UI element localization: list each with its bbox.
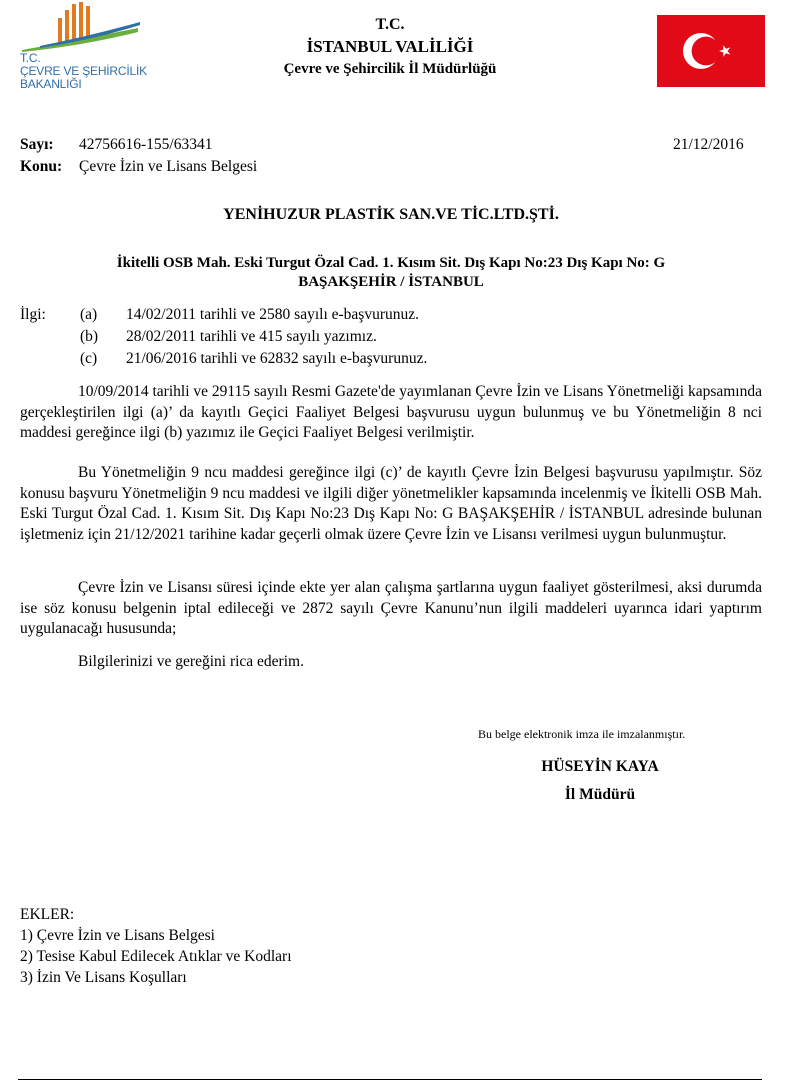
recipient-company: YENİHUZUR PLASTİK SAN.VE TİC.LTD.ŞTİ.	[223, 206, 559, 223]
ilgi-text: 21/06/2016 tarihli ve 62832 sayılı e-başvurunuz.	[126, 350, 428, 367]
konu-row	[20, 156, 257, 178]
sayi-value: 42756616-155/63341	[79, 136, 213, 153]
body-paragraph-2: Bu Yönetmeliğin 9 ncu maddesi gereğince ilgi (c)’ de kayıtlı Çevre İzin Belgesi başvurusu yapılmıştır. Söz konusu başvuru Yönetmeliğin 9 ncu maddesi ve ilgili diğer yönetmelikler kapsamında incelenmiş ve İkitelli OSB Mah. Eski Turgut Özal Cad. 1. Kısım Sit. Dış Kapı No:23 Dış Kapı No: G BAŞAKŞEHİR / İSTANBUL adresinde bulunan işletmeniz için 21/12/2021 tarihine kadar geçerli olmak üzere Çevre İzin ve Lisansı verilmesi uygun bulunmuştur.	[20, 464, 762, 543]
ilgi-label: İlgi:	[20, 306, 46, 323]
ilgi-text: 14/02/2011 tarihli ve 2580 sayılı e-başvurunuz.	[126, 306, 420, 323]
body-paragraph-4: Bilgilerinizi ve gereğini rica ederim.	[78, 653, 304, 670]
ilgi-key: (a)	[80, 306, 98, 323]
header-tc: T.C.	[375, 16, 405, 33]
ilgi-key: (c)	[80, 350, 98, 367]
header-mudurluk: Çevre ve Şehircilik İl Müdürlüğü	[283, 61, 497, 77]
signatory-title: İl Müdürü	[564, 786, 636, 803]
logo-text	[20, 52, 147, 91]
recipient-address	[40, 254, 742, 292]
ilgi-text: 28/02/2011 tarihli ve 415 sayılı yazımız.	[126, 328, 377, 345]
header-valilik: İSTANBUL VALİLİĞİ	[306, 37, 474, 56]
attachment-item: 3) İzin Ve Lisans Koşulları	[20, 969, 187, 986]
crescent-star-icon	[657, 15, 765, 87]
footer-divider	[18, 1079, 762, 1080]
attachments	[20, 904, 292, 988]
logo-line: T.C.	[20, 51, 41, 65]
turkish-flag	[657, 15, 765, 87]
konu-label: Konu:	[20, 158, 63, 175]
logo-line: ÇEVRE VE ŞEHİRCİLİK	[20, 64, 147, 78]
logo-line: BAKANLIĞI	[20, 77, 82, 91]
body-paragraph-1: 10/09/2014 tarihli ve 29115 sayılı Resmi Gazete'de yayımlanan Çevre İzin ve Lisans Yönetmeliği kapsamında gerçekleştirilen ilgi (a)’ da kayıtlı Geçici Faaliyet Belgesi başvurusu uygun bulunmuş ve bu Yönetmeliğin 8 nci maddesi gereğince ilgi (b) yazımız ile Geçici Faaliyet Belgesi verilmiştir.	[20, 383, 762, 441]
ministry-emblem-icon	[20, 0, 150, 52]
signatory-name: HÜSEYİN KAYA	[541, 758, 659, 775]
address-line: İkitelli OSB Mah. Eski Turgut Özal Cad. 1. Kısım Sit. Dış Kapı No:23 Dış Kapı No: G	[116, 255, 666, 271]
letterhead	[200, 14, 580, 80]
document-date: 21/12/2016	[673, 136, 744, 153]
esignature-note: Bu belge elektronik imza ile imzalanmıştır.	[478, 727, 686, 741]
attachment-item: 2) Tesise Kabul Edilecek Atıklar ve Kodları	[20, 948, 292, 965]
attachment-item: 1) Çevre İzin ve Lisans Belgesi	[20, 927, 215, 944]
ministry-logo	[20, 0, 150, 100]
sayi-label: Sayı:	[20, 136, 54, 153]
address-line: BAŞAKŞEHİR / İSTANBUL	[298, 274, 484, 290]
sayi-row	[20, 134, 212, 156]
konu-value: Çevre İzin ve Lisans Belgesi	[79, 158, 258, 175]
ilgi-key: (b)	[80, 328, 99, 345]
body-paragraph-3: Çevre İzin ve Lisansı süresi içinde ekte yer alan çalışma şartlarına uygun faaliyet gösterilmesi, aksi durumda ise söz konusu belgenin iptal edileceği ve 2872 sayılı Çevre Kanunu’nun ilgili maddeleri uyarınca idari yaptırım uygulanacağı hususunda;	[20, 579, 762, 637]
attachments-label: EKLER:	[20, 906, 75, 923]
